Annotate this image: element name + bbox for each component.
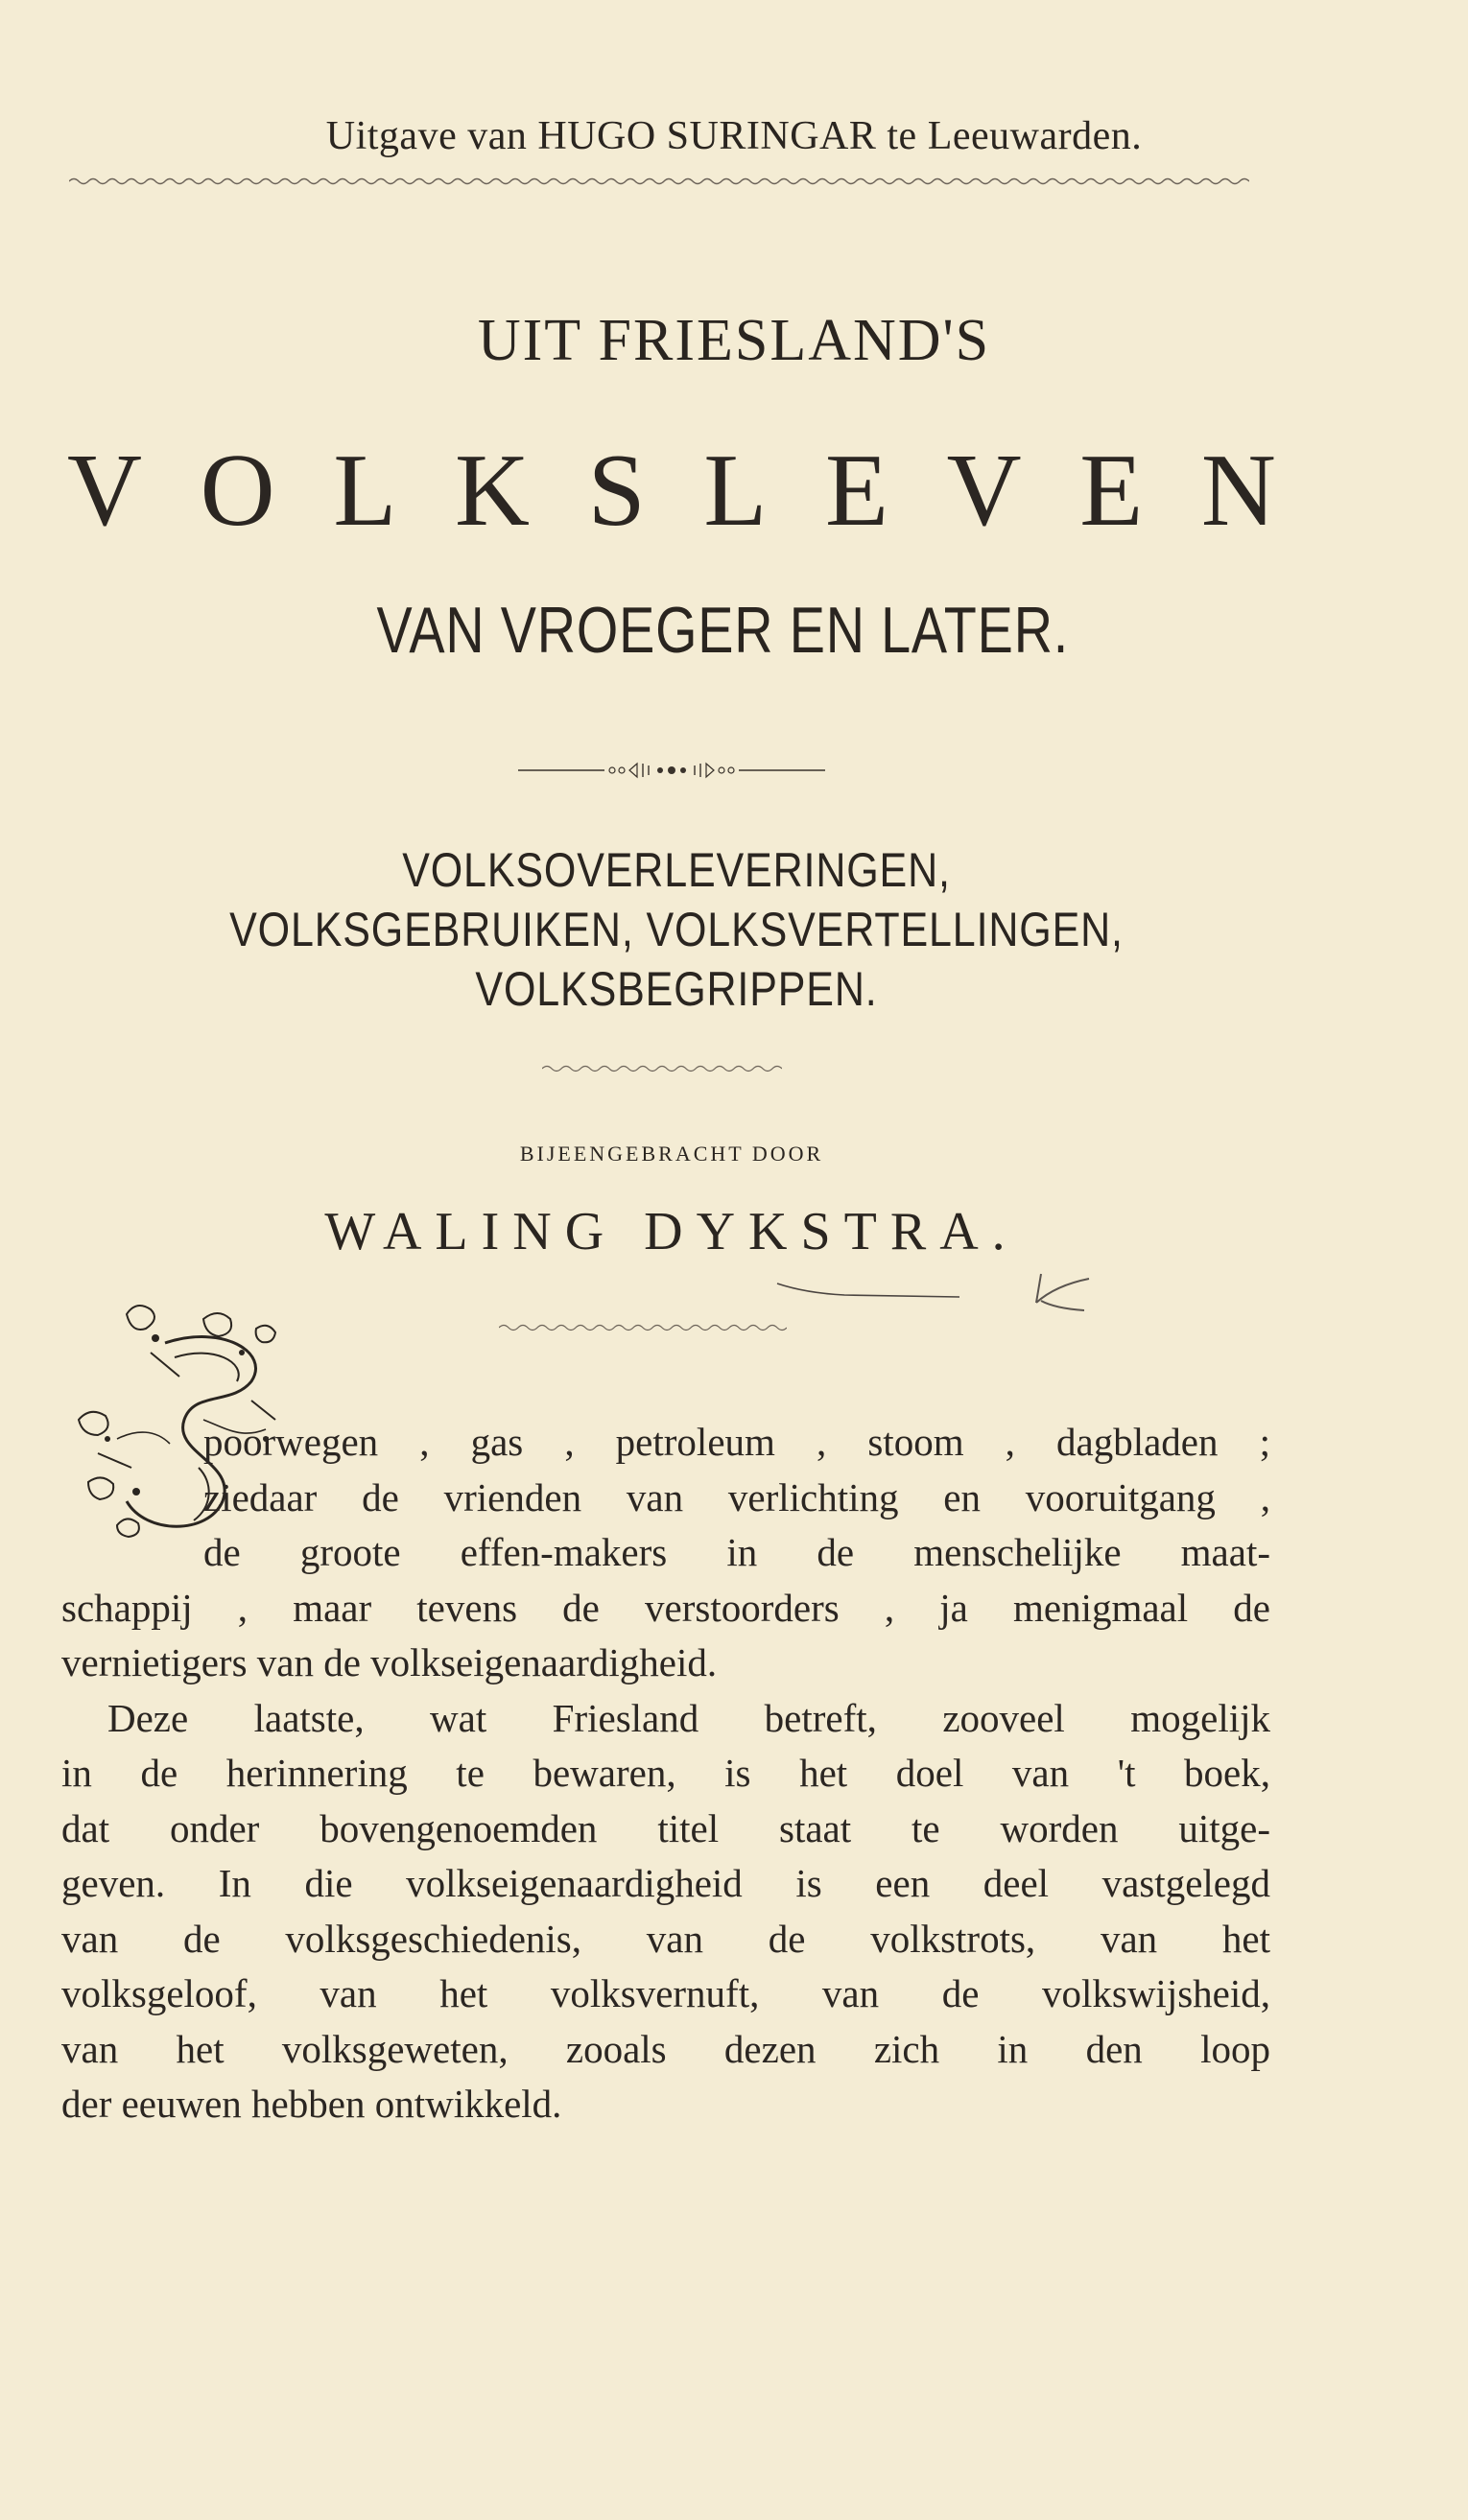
title-letter: N [1200, 434, 1276, 548]
title-main [67, 432, 1276, 551]
wavy-rule [69, 175, 1249, 188]
body-text [61, 1415, 1270, 2132]
subject-line: VOLKSBEGRIPPEN. [475, 962, 878, 1016]
text-line: der eeuwen hebben ontwikkeld. [61, 2082, 562, 2126]
text-line: vernietigers van de volkseigenaardigheid. [61, 1640, 718, 1684]
ornament-divider [518, 760, 825, 781]
title-sub: VAN VROEGER EN LATER. [376, 594, 1070, 667]
collected-by: BIJEENGEBRACHT DOOR [519, 1142, 824, 1166]
title-letter: E [824, 434, 888, 548]
title-letter: V [946, 434, 1022, 548]
title-letter: V [67, 434, 142, 548]
text-line: de groote effen-makers in de menschelijke maat- [203, 1530, 1270, 1574]
text-line: Deze laatste, wat Friesland betreft, zooveel mogelijk [107, 1695, 1270, 1740]
title-top: UIT FRIESLAND'S [477, 308, 991, 373]
text-line: geven. In die volkseigenaardigheid is een deel vastgelegd [61, 1861, 1270, 1905]
text-line: volksgeloof, van het volksvernuft, van de volkswijsheid, [61, 1971, 1270, 2015]
text-line: dat onder bovengenoemden titel staat te worden uitge- [61, 1805, 1270, 1850]
author-wavy-rule [499, 1322, 787, 1333]
paragraph-2 [61, 1691, 1270, 2132]
text-line: poorwegen , gas , petroleum , stoom , dagbladen ; [203, 1420, 1270, 1464]
publisher-line: Uitgave van HUGO SURINGAR te Leeuwarden. [325, 114, 1143, 158]
text-line: schappij , maar tevens de verstoorders , ja menigmaal de [61, 1585, 1270, 1630]
text-line: in de herinnering te bewaren, is het doel van 't boek, [61, 1751, 1270, 1795]
text-line: van het volksgeweten, zooals dezen zich in den loop [61, 2026, 1270, 2071]
title-letter: K [454, 434, 530, 548]
subject-line: VOLKSOVERLEVERINGEN, [402, 843, 951, 897]
text-line: van de volksgeschiedenis, van de volkstrots, van het [61, 1916, 1270, 1961]
text-line: ziedaar de vrienden van verlichting en vooruitgang , [203, 1474, 1270, 1519]
title-letter: E [1079, 434, 1144, 548]
title-letter: S [587, 434, 646, 548]
subject-line: VOLKSGEBRUIKEN, VOLKSVERTELLINGEN, [229, 903, 1124, 956]
author-name: WALING DYKSTRA. [324, 1202, 1019, 1261]
title-letter: O [200, 434, 275, 548]
small-wavy-rule [542, 1063, 782, 1074]
title-letter: L [703, 434, 768, 548]
paragraph-1 [61, 1415, 1270, 1691]
pencil-mark [768, 1264, 1103, 1341]
title-letter: L [333, 434, 397, 548]
subjects-list [95, 840, 1259, 1019]
